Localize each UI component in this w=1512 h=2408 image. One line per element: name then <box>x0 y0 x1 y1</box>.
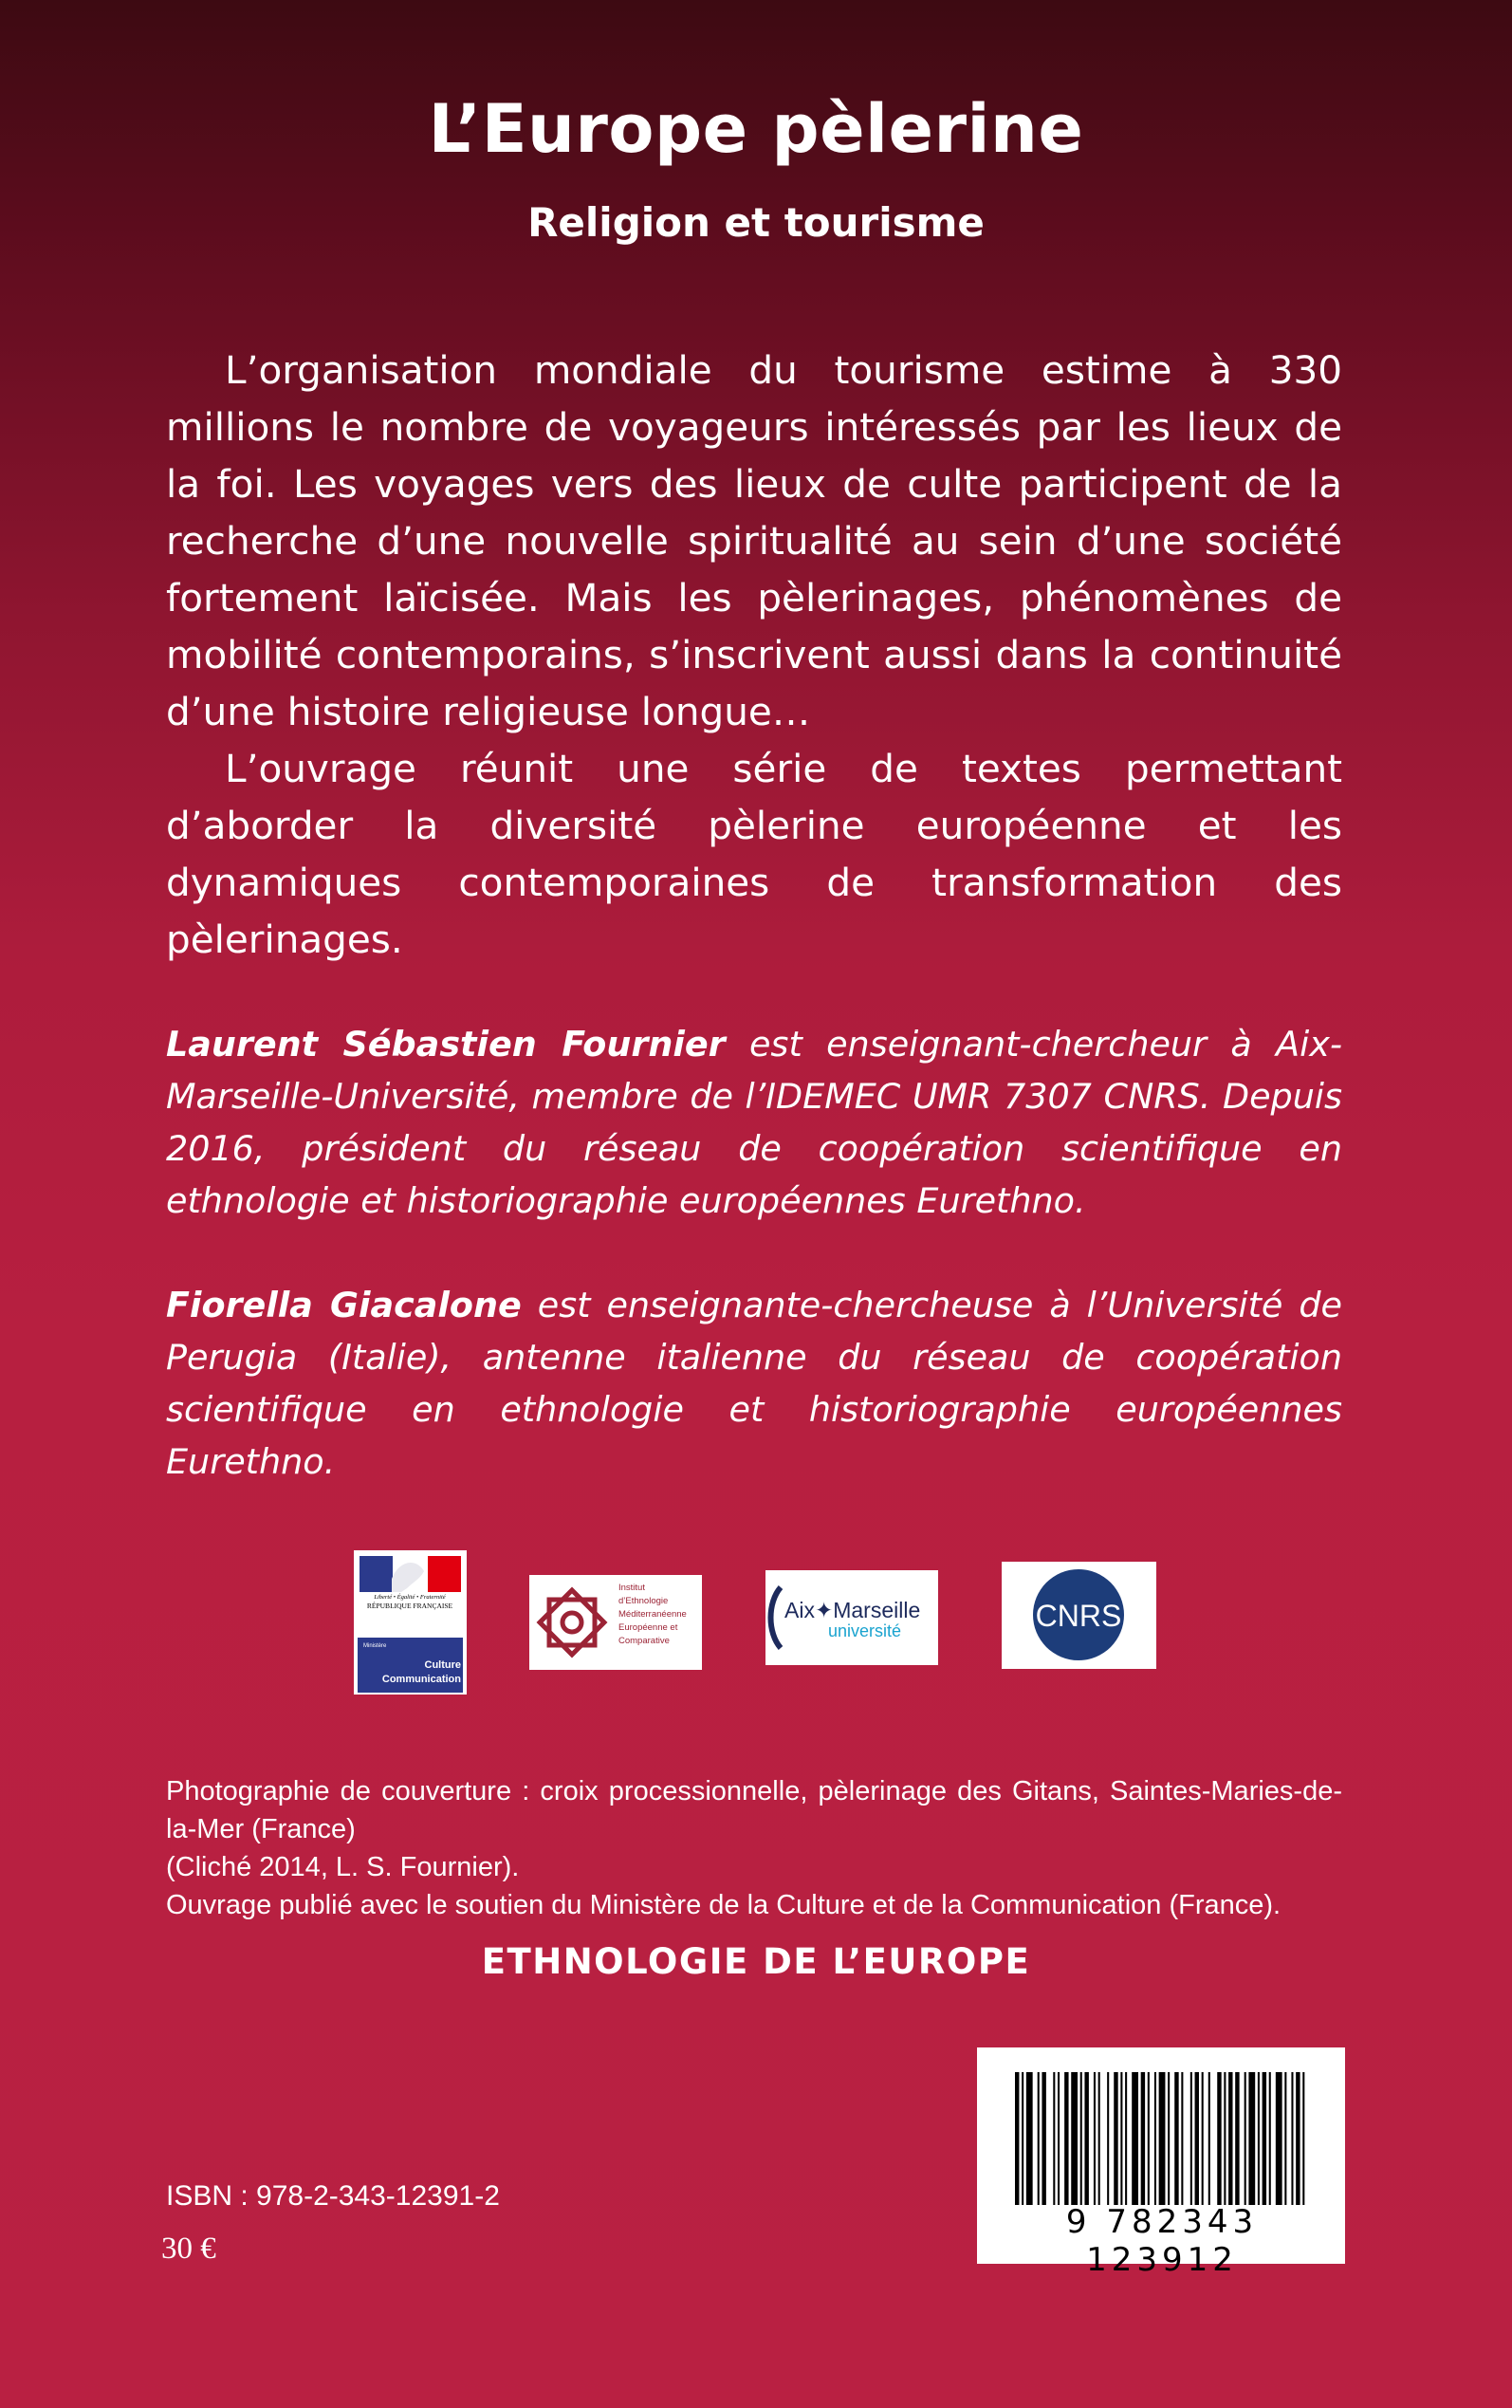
barcode-bar <box>1064 2072 1068 2205</box>
barcode-bar <box>1291 2072 1293 2205</box>
barcode-bar <box>1071 2072 1078 2205</box>
barcode-bar <box>1195 2072 1199 2205</box>
barcode-bars <box>1015 2072 1307 2205</box>
ministere-culture-logo <box>354 1550 467 1695</box>
author-name: Laurent Sébastien Fournier <box>166 1024 726 1065</box>
barcode-bar <box>1080 2072 1082 2205</box>
idemec-emblem-icon <box>540 1590 604 1655</box>
photo-credit: (Cliché 2014, L. S. Fournier). <box>166 1852 520 1882</box>
cover-photo-credit: Photographie de couverture : croix processionnelle, pèlerinage des Gitans, Saintes-Maries-de-la-Mer (France) <box>166 1776 1342 1844</box>
barcode-bar <box>1269 2072 1271 2205</box>
barcode-bar <box>1235 2072 1239 2205</box>
barcode-bar <box>1217 2072 1221 2205</box>
barcode-digits: 9 782343 123912 <box>1065 2203 1259 2279</box>
barcode-bar <box>1141 2072 1145 2205</box>
cnrs-text: CNRS <box>1035 1599 1122 1633</box>
barcode-bar <box>1245 2072 1246 2205</box>
idemec-line4: Européenne et <box>618 1622 678 1633</box>
barcode-bar <box>1159 2072 1166 2205</box>
series-title: ETHNOLOGIE DE L’EUROPE <box>481 1941 1031 1982</box>
barcode-bar <box>1132 2072 1138 2205</box>
barcode-bar <box>1224 2072 1226 2205</box>
bracket-icon <box>771 1587 782 1648</box>
aix-marseille-logo <box>765 1570 938 1665</box>
barcode-bar <box>1098 2072 1100 2205</box>
amu-line2: université <box>828 1621 902 1640</box>
author-bio <box>166 1279 1342 1488</box>
barcode-bar <box>1125 2072 1127 2205</box>
ministere-label: Ministère <box>363 1643 387 1649</box>
ministere-motto: Liberté • Égalité • Fraternité <box>374 1594 446 1601</box>
barcode-bar <box>1296 2072 1300 2205</box>
isbn: ISBN : 978-2-343-12391-2 <box>166 2180 500 2212</box>
barcode-bar <box>1038 2072 1040 2205</box>
barcode-bar <box>1228 2072 1232 2205</box>
barcode-bar <box>1084 2072 1088 2205</box>
idemec-line5: Comparative <box>618 1636 670 1646</box>
book-subtitle: Religion et tourisme <box>527 199 985 246</box>
barcode-bar <box>1190 2072 1192 2205</box>
barcode <box>977 2047 1345 2279</box>
idemec-line1: Institut <box>618 1583 645 1593</box>
barcode-bar <box>1058 2072 1060 2205</box>
barcode-bar <box>1174 2072 1178 2205</box>
book-title: L’Europe pèlerine <box>428 90 1084 168</box>
amu-line1: Aix✦Marseille <box>784 1598 921 1622</box>
barcode-bar <box>1276 2072 1282 2205</box>
author-bio-text: est enseignant-chercheur à Aix-Marseille-Université, membre de l’IDEMEC UMR 7307 CNRS. Depuis 2016, président du réseau de coopération scientifique en ethnologie et historiographie européennes Eurethno. <box>166 1024 1342 1221</box>
barcode-bar <box>1094 2072 1096 2205</box>
barcode-bar <box>1053 2072 1055 2205</box>
barcode-bar <box>1284 2072 1286 2205</box>
barcode-bar <box>1202 2072 1204 2205</box>
barcode-bar <box>1120 2072 1122 2205</box>
barcode-bar <box>1114 2072 1117 2205</box>
price: 30 € <box>161 2232 216 2266</box>
barcode-bar <box>1208 2072 1210 2205</box>
barcode-bar <box>1022 2072 1023 2205</box>
summary-paragraph: L’ouvrage réunit une série de textes permettant d’aborder la diversité pèlerine européenne et les dynamiques contemporaines de transformation des pèlerinages. <box>166 746 1342 962</box>
barcode-bar <box>1258 2072 1260 2205</box>
idemec-logo <box>529 1575 702 1670</box>
cnrs-logo <box>1002 1562 1156 1669</box>
idemec-line3: Méditerranéenne <box>618 1609 687 1620</box>
barcode-bar <box>1154 2072 1156 2205</box>
ministere-line1: Culture <box>424 1659 461 1671</box>
idemec-line2: d’Ethnologie <box>618 1596 669 1606</box>
barcode-bar <box>1026 2072 1033 2205</box>
barcode-bar <box>1015 2072 1019 2205</box>
ministere-line2: Communication <box>381 1674 461 1685</box>
marianne-icon <box>354 1550 467 1695</box>
author-name: Fiorella Giacalone <box>166 1285 522 1325</box>
barcode-bar <box>1263 2072 1266 2205</box>
ministere-republic: RÉPUBLIQUE FRANÇAISE <box>366 1602 453 1610</box>
summary-paragraph: L’organisation mondiale du tourisme estime à 330 millions le nombre de voyageurs intéressés par les lieux de la foi. Les voyages vers des lieux de culte participent de la recherche d’une nouvelle spiritualité au sein d’une société fortement laïcisée. Mais les pèlerinages, phénomènes de mobilité contemporains, s’inscrivent aussi dans la continuité d’une histoire religieuse longue… <box>166 347 1342 734</box>
barcode-bar <box>1248 2072 1255 2205</box>
barcode-bar <box>1302 2072 1304 2205</box>
barcode-bar <box>1042 2072 1045 2205</box>
barcode-bar <box>1107 2072 1109 2205</box>
author-bio <box>166 1018 1342 1227</box>
barcode-bar <box>1168 2072 1170 2205</box>
support-note: Ouvrage publié avec le soutien du Ministère de la Culture et de la Communication (France). <box>166 1890 1282 1920</box>
barcode-bar <box>1181 2072 1183 2205</box>
author-bio-text: est enseignante-chercheuse à l’Université de Perugia (Italie), antenne italienne du réseau de coopération scientifique en ethnologie et historiographie européennes Eurethno. <box>166 1285 1342 1482</box>
barcode-bar <box>1148 2072 1150 2205</box>
